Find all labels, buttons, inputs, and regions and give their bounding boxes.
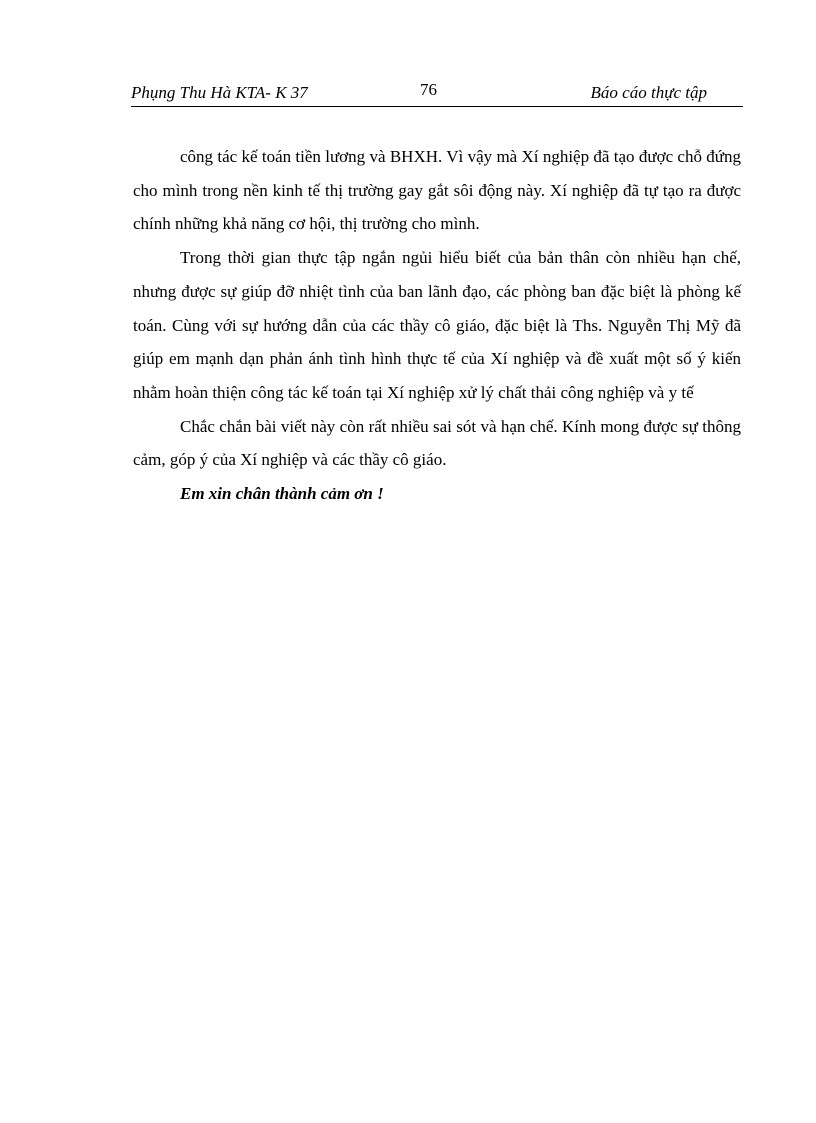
page-header [131, 80, 743, 107]
header-report-title: Báo cáo thực tập [590, 83, 707, 102]
page-number: 76 [420, 80, 437, 99]
paragraph-1: công tác kế toán tiền lương và BHXH. Vì vậy mà Xí nghiệp đã tạo được chỗ đứng cho mình trong nền kinh tế thị trường gay gắt sôi động này. Xí nghiệp đã tự tạo ra được chính những khả năng cơ hội, thị trường cho mình. [133, 147, 741, 234]
paragraph-2: Trong thời gian thực tập ngắn ngủi hiểu biết của bản thân còn nhiều hạn chế, nhưng được sự giúp đỡ nhiệt tình của ban lãnh đạo, các phòng ban đặc biệt là phòng kế toán. Cùng với sự hướng dẫn của các thầy cô giáo, đặc biệt là Ths. Nguyễn Thị Mỹ đã giúp em mạnh dạn phản ánh tình hình thực tế của Xí nghiệp và đề xuất một số ý kiến nhằm hoàn thiện công tác kế toán tại Xí nghiệp xử lý chất thải công nghiệp và y tế [133, 248, 741, 402]
header-author: Phụng Thu Hà KTA- K 37 [131, 83, 308, 102]
closing-thanks: Em xin chân thành cảm ơn ! [180, 484, 384, 504]
paragraph-3: Chắc chắn bài viết này còn rất nhiều sai sót và hạn chế. Kính mong được sự thông cảm, góp ý của Xí nghiệp và các thầy cô giáo. [133, 416, 741, 470]
document-body [133, 140, 741, 511]
